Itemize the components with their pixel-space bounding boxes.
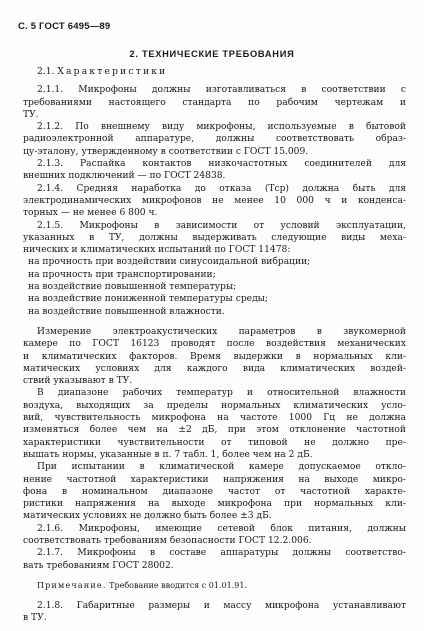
paragraph-line: 2.1.6. Микрофоны, имеющие сетевой блок питания, должны: [37, 523, 406, 534]
paragraph-line: 2.1.1. Микрофоны должны изготавливаться в соответствии с: [37, 85, 406, 96]
paragraph-line: торных — не менее 6 800 ч.: [23, 208, 158, 219]
paragraph-line: ТУ.: [23, 109, 39, 120]
list-item: на воздействие пониженной температуры среды;: [28, 294, 269, 305]
paragraph-line: 2.1.8. Габаритные размеры и массу микрофона устанавливают: [37, 601, 406, 612]
paragraph-line: 2.1.2. По внешнему виду микрофоны, используемые в бытовой: [37, 122, 406, 133]
paragraph-line: характеристики чувствительности от типовой не должно пре-: [23, 437, 406, 448]
paragraph-line: вать требованиям ГОСТ 28002.: [23, 560, 174, 571]
note-text: Требование вводится с 01.01.91.: [109, 580, 247, 590]
paragraph-line: ствий указывают в ТУ.: [23, 376, 133, 387]
paragraph-line: 2.1.3. Распайка контактов низкочастотных соединителей для: [37, 159, 406, 170]
paragraph-line: требованиями настоящего стандарта по рабочим чертежам и: [23, 97, 406, 108]
subsection-title: Характеристики: [57, 67, 168, 77]
paragraph-line: В диапазоне рабочих температур и относительной влажности: [37, 388, 406, 399]
paragraph-line: нение частотной характеристики напряжения на выходе микро-: [23, 474, 406, 485]
paragraph-line: указанных в ТУ, должны выдерживать следующие виды меха-: [23, 232, 406, 243]
paragraph-line: 2.1.5. Микрофоны в зависимости от условий эксплуатации,: [37, 220, 406, 231]
paragraph-line: Измерение электроакустических параметров в звукомерной: [37, 326, 406, 337]
page-header: С. 5 ГОСТ 6495—89: [18, 21, 111, 32]
list-item: на прочность при воздействии синусоидальной вибрации;: [28, 257, 311, 268]
paragraph-line: изменяться более чем на ±2 дБ, при этом отклонение частотной: [23, 425, 406, 436]
document-body: [23, 66, 406, 625]
note: [23, 580, 406, 592]
paragraph-line: 2.1.4. Средняя наработка до отказа (Tср) должна быть для: [37, 183, 406, 194]
paragraph-line: соответствовать требованиям безопасности ГОСТ 12.2.006.: [23, 535, 312, 546]
section-title: 2. ТЕХНИЧЕСКИЕ ТРЕБОВАНИЯ: [129, 49, 295, 59]
list-item: на прочность при транспортировании;: [28, 269, 216, 280]
paragraph-line: нических и климатических испытаний по ГОСТ 11478:: [23, 245, 291, 256]
paragraph-line: вышать нормы, указанные в п. 7 табл. 1, более чем на 2 дБ.: [23, 449, 313, 460]
paragraph-line: ристики напряжения на выходе микрофона при нормальных кли-: [23, 499, 406, 510]
paragraph-line: цу-эталону, утвержденному в соответствии с ГОСТ 15.009.: [23, 146, 309, 157]
paragraph-line: в ТУ.: [23, 613, 47, 624]
paragraph-line: матических условиях не должно быть более ±3 дБ.: [23, 511, 272, 522]
paragraph-line: фона в номинальном диапазоне частот от частотной характе-: [23, 486, 406, 497]
paragraph-line: 2.1.7. Микрофоны в составе аппаратуры должны соответство-: [37, 548, 406, 559]
paragraph-line: электродинамических микрофонов не менее 10 000 ч и конденса-: [23, 195, 406, 206]
note-label: Примечание.: [37, 580, 107, 590]
paragraph-line: внешних подключений — по ГОСТ 24838.: [23, 171, 226, 182]
paragraph-line: воздуха, выходящих за пределы нормальных климатических усло-: [23, 400, 406, 411]
list-item: на воздействие повышенной температуры;: [28, 282, 237, 293]
subsection-heading: [23, 66, 406, 78]
paragraph-line: вий, чувствительность микрофона на частоте 1000 Гц не должна: [23, 413, 406, 424]
paragraph-line: При испытании в климатической камере допускаемое откло-: [37, 462, 406, 473]
paragraph-line: камере по ГОСТ 16123 проводят после воздействия механических: [23, 339, 406, 350]
subsection-number: 2.1.: [37, 67, 55, 77]
list-item: на воздействие повышенной влажности.: [28, 306, 225, 317]
paragraph-line: матических условиях для каждого вида климатических воздей-: [23, 363, 406, 374]
paragraph-line: радиоэлектронной аппаратуре, должны соответствовать образ-: [23, 134, 406, 145]
paragraph-line: и климатических факторов. Время выдержки в нормальных кли-: [23, 351, 406, 362]
